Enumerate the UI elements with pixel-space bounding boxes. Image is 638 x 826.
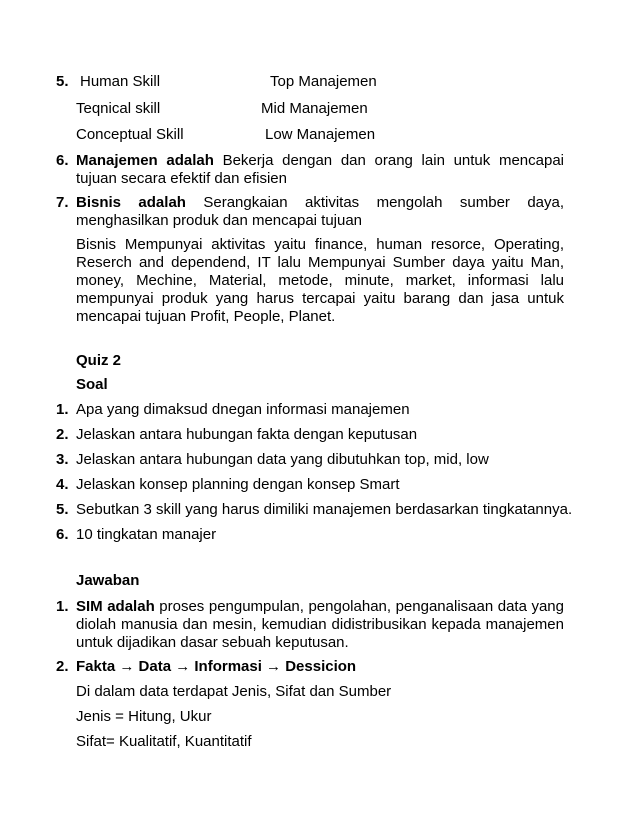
item-number: 3. bbox=[56, 451, 69, 468]
skill-name: Human Skill bbox=[80, 73, 161, 90]
skill-name: Conceptual Skill bbox=[76, 126, 184, 143]
question-text: 10 tingkatan manajer bbox=[76, 526, 217, 543]
answer-text: proses pengumpulan, pengolahan, penganalisaan data yang diolah manusia dan mesin, kemudian didistribusikan kepada manajemen untuk dijadikan dasar sebuah keputusan. bbox=[76, 598, 564, 651]
item-number: 1. bbox=[56, 401, 69, 418]
question-text: Sebutkan 3 skill yang harus dimiliki manajemen berdasarkan tingkatannya. bbox=[76, 501, 573, 518]
jawaban-title: Jawaban bbox=[76, 572, 140, 589]
bisnis-paragraph: Bisnis Mempunyai aktivitas yaitu finance, human resorce, Operating, Reserch and dependend, IT lalu Mempunyai Sumber daya yaitu Man, money, Mechine, Material, metode, minute, market, informasi lalu mempunyai produk yang harus tercapai yaitu barang dan jasa untuk mencapai tujuan Profit, People, Planet. bbox=[76, 236, 564, 325]
item-number: 1. bbox=[56, 598, 69, 615]
answer-line: Sifat= Kualitatif, Kuantitatif bbox=[76, 733, 252, 750]
definition-manajemen bbox=[76, 152, 564, 188]
question-text: Apa yang dimaksud dnegan informasi manajemen bbox=[76, 401, 410, 418]
item-number: 2. bbox=[56, 426, 69, 443]
question-text: Jelaskan konsep planning dengan konsep Smart bbox=[76, 476, 400, 493]
soal-title: Soal bbox=[76, 376, 108, 393]
quiz-title: Quiz 2 bbox=[76, 352, 122, 369]
skill-level: Mid Manajemen bbox=[261, 100, 368, 117]
skill-level: Low Manajemen bbox=[265, 126, 376, 143]
question-text: Jelaskan antara hubungan fakta dengan keputusan bbox=[76, 426, 418, 443]
answer-sim bbox=[76, 598, 564, 652]
item-number: 6. bbox=[56, 152, 69, 169]
term: SIM adalah bbox=[76, 598, 155, 615]
answer-line: Jenis = Hitung, Ukur bbox=[76, 708, 212, 725]
definition-text: Bekerja dengan dan orang lain untuk mencapai tujuan secara efektif dan efisien bbox=[76, 152, 564, 187]
item-number: 2. bbox=[56, 658, 69, 675]
item-number: 7. bbox=[56, 194, 69, 211]
definition-text: Serangkaian aktivitas mengolah sumber daya, menghasilkan produk dan mencapai tujuan bbox=[76, 194, 565, 229]
term: Manajemen adalah bbox=[76, 152, 214, 169]
item-number: 5. bbox=[56, 73, 69, 90]
definition-bisnis bbox=[76, 194, 564, 230]
question-text: Jelaskan antara hubungan data yang dibutuhkan top, mid, low bbox=[76, 451, 489, 468]
skill-level: Top Manajemen bbox=[270, 73, 377, 90]
answer-line: Di dalam data terdapat Jenis, Sifat dan Sumber bbox=[76, 683, 392, 700]
term: Bisnis adalah bbox=[76, 194, 186, 211]
item-number: 6. bbox=[56, 526, 69, 543]
item-number: 4. bbox=[56, 476, 69, 493]
item-number: 5. bbox=[56, 501, 69, 518]
skill-name: Teqnical skill bbox=[76, 100, 161, 117]
answer-flow: Fakta → Data → Informasi → Dessicion bbox=[76, 658, 357, 675]
